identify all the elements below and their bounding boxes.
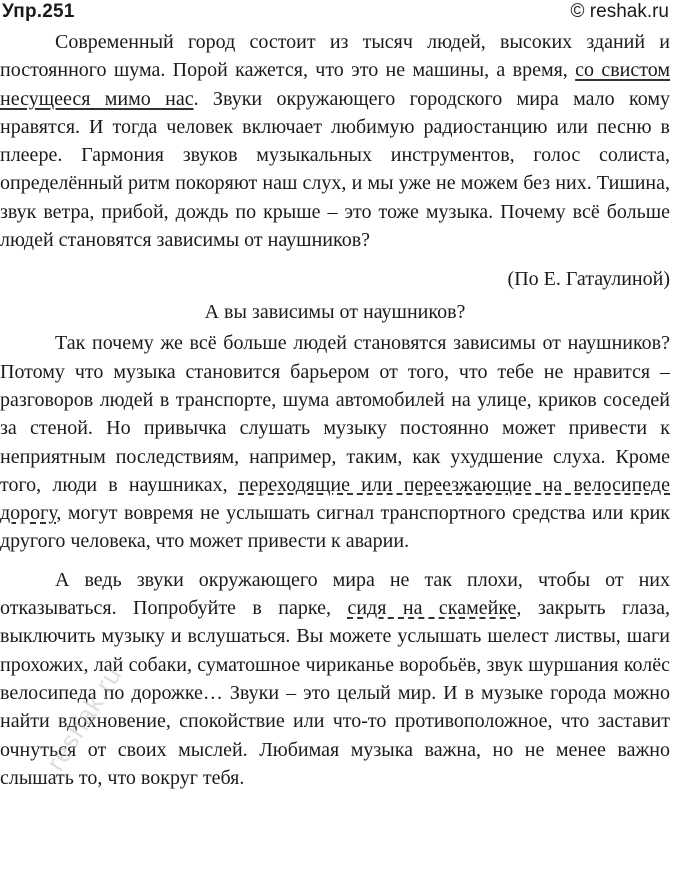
- essay-p1-part2: , могут вовремя не услышать сигнал транспортного средства или крик другого человека, что может привести к аварии.: [0, 502, 670, 553]
- essay-p1-part1: Так почему же всё больше людей становятся зависимы от наушников? Потому что музыка становится барьером от того, что тебе не нравится – разговоров людей в транспорте, шума автомобилей на улице, криков соседей за стеной. Но привычка слушать музыку постоянно может привести к неприятным последствиям, например, таким, как ухудшение слуха. Кроме того, люди в наушниках,: [0, 332, 670, 496]
- essay-p2-part1: А ведь звуки окружающего мира не так плохи, чтобы от них отказываться. Попробуйте в парке,: [0, 568, 670, 620]
- source-paragraph: [0, 28, 670, 254]
- essay-paragraph-1: [0, 329, 670, 555]
- underlined-phrase-participle: со свистом несущееся мимо нас: [0, 59, 671, 110]
- essay-paragraph-2: [0, 566, 670, 792]
- source-attribution: (По Е. Гатаулиной): [507, 268, 670, 291]
- essay-p2-part2: , закрыть глаза, выключить музыку и вслушаться. Вы можете услышать шелест листвы, шаги прохожих, лай собаки, суматошное чириканье воробьёв, звук шуршания колёс велосипеда по дорожке… Звуки – это целый мир. И в музыке города можно найти вдохновение, спокойствие или что-то противоположное, что заставит очнуться от своих мыслей. Любимая музыка важна, но не менее важно слышать то, что вокруг тебя.: [0, 597, 670, 789]
- underlined-gerund-phrase: сидя на скамейке: [347, 597, 517, 620]
- copyright-notice: © reshak.ru: [570, 1, 669, 22]
- source-text-part1: Современный город состоит из тысяч людей, высоких зданий и постоянного шума. Порой кажется, что это не машины, а время,: [0, 31, 670, 82]
- watermark: reshak.ru: [40, 660, 128, 776]
- document-body: [0, 28, 670, 792]
- exercise-number: Упр.251: [2, 1, 75, 22]
- essay-title: А вы зависимы от наушников?: [204, 301, 466, 324]
- source-text-part2: . Звуки окружающего городского мира мало кому нравятся. И тогда человек включает любимую радиостанцию или песню в плеере. Гармония звуков музыкальных инструментов, голос солиста, определённый ритм покоряют наш слух, и мы уже не можем без них. Тишина, звук ветра, прибой, дождь по крыше – это тоже музыка. Почему всё больше людей становятся зависимы от наушников?: [0, 87, 670, 252]
- underlined-participial-phrase: переходящие или переезжающие на велосипеде дорогу: [0, 473, 670, 525]
- page-header: [0, 0, 673, 26]
